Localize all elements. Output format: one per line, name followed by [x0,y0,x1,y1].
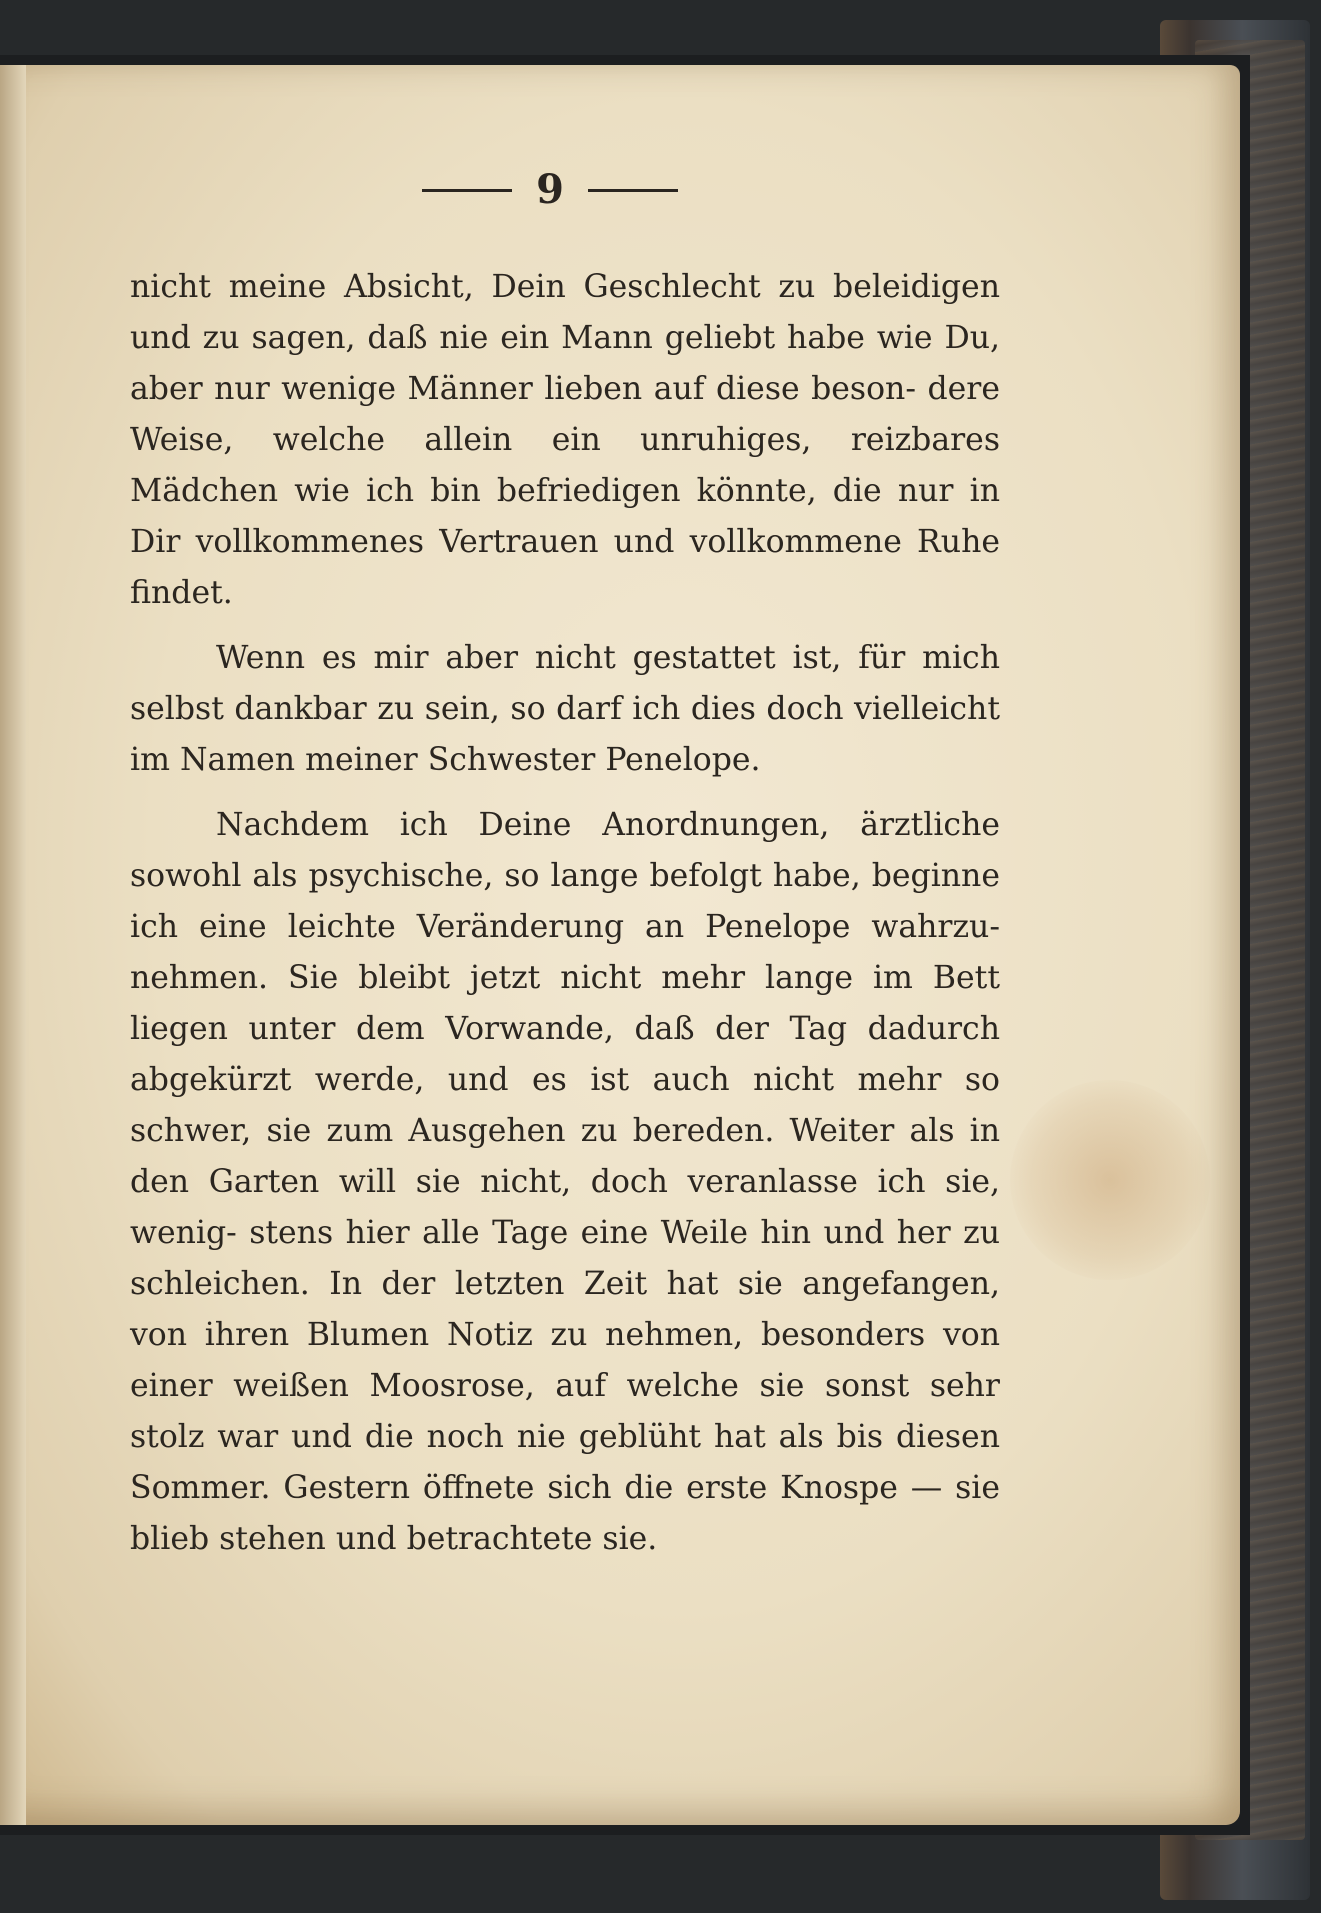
page-body [130,262,1000,1565]
page-header [390,160,710,220]
paragraph-3: Nachdem ich Deine Anordnungen, ärztliche sowohl als psychische, so lange befolgt habe, beginne ich eine leichte Veränderung an Penelope wahrzu- nehmen. Sie bleibt jetzt nicht mehr lange im Bett liegen unter dem Vorwande, daß der Tag dadurch abgekürzt werde, und es ist auch nicht mehr so schwer, sie zum Ausgehen zu bereden. Weiter als in den Garten will sie nicht, doch veranlasse ich sie, wenig- stens hier alle Tage eine Weile hin und her zu schleichen. In der letzten Zeit hat sie angefangen, von ihren Blumen Notiz zu nehmen, besonders von einer weißen Moosrose, auf welche sie sonst sehr stolz war und die noch nie geblüht hat als bis diesen Sommer. Gestern öffnete sich die erste Knospe — sie blieb stehen und betrachtete sie. [130,807,1000,1557]
paragraph-1: nicht meine Absicht, Dein Geschlecht zu beleidigen und zu sagen, daß nie ein Mann geliebt habe wie Du, aber nur wenige Männer lieben auf diese beson- dere Weise, welche allein ein unruhiges, reizbares Mädchen wie ich bin befriedigen könnte, die nur in Dir vollkommenes Vertrauen und vollkommene Ruhe findet. [130,269,1000,611]
page-number: 9 [536,166,564,213]
header-rule-left [422,189,512,192]
facing-page-edge [0,65,26,1825]
paragraph-2: Wenn es mir aber nicht gestattet ist, für mich selbst dankbar zu sein, so darf ich dies doch vielleicht im Namen meiner Schwester Penelope. [130,640,1000,778]
paper-stain [1010,1080,1210,1280]
header-rule-right [588,189,678,192]
